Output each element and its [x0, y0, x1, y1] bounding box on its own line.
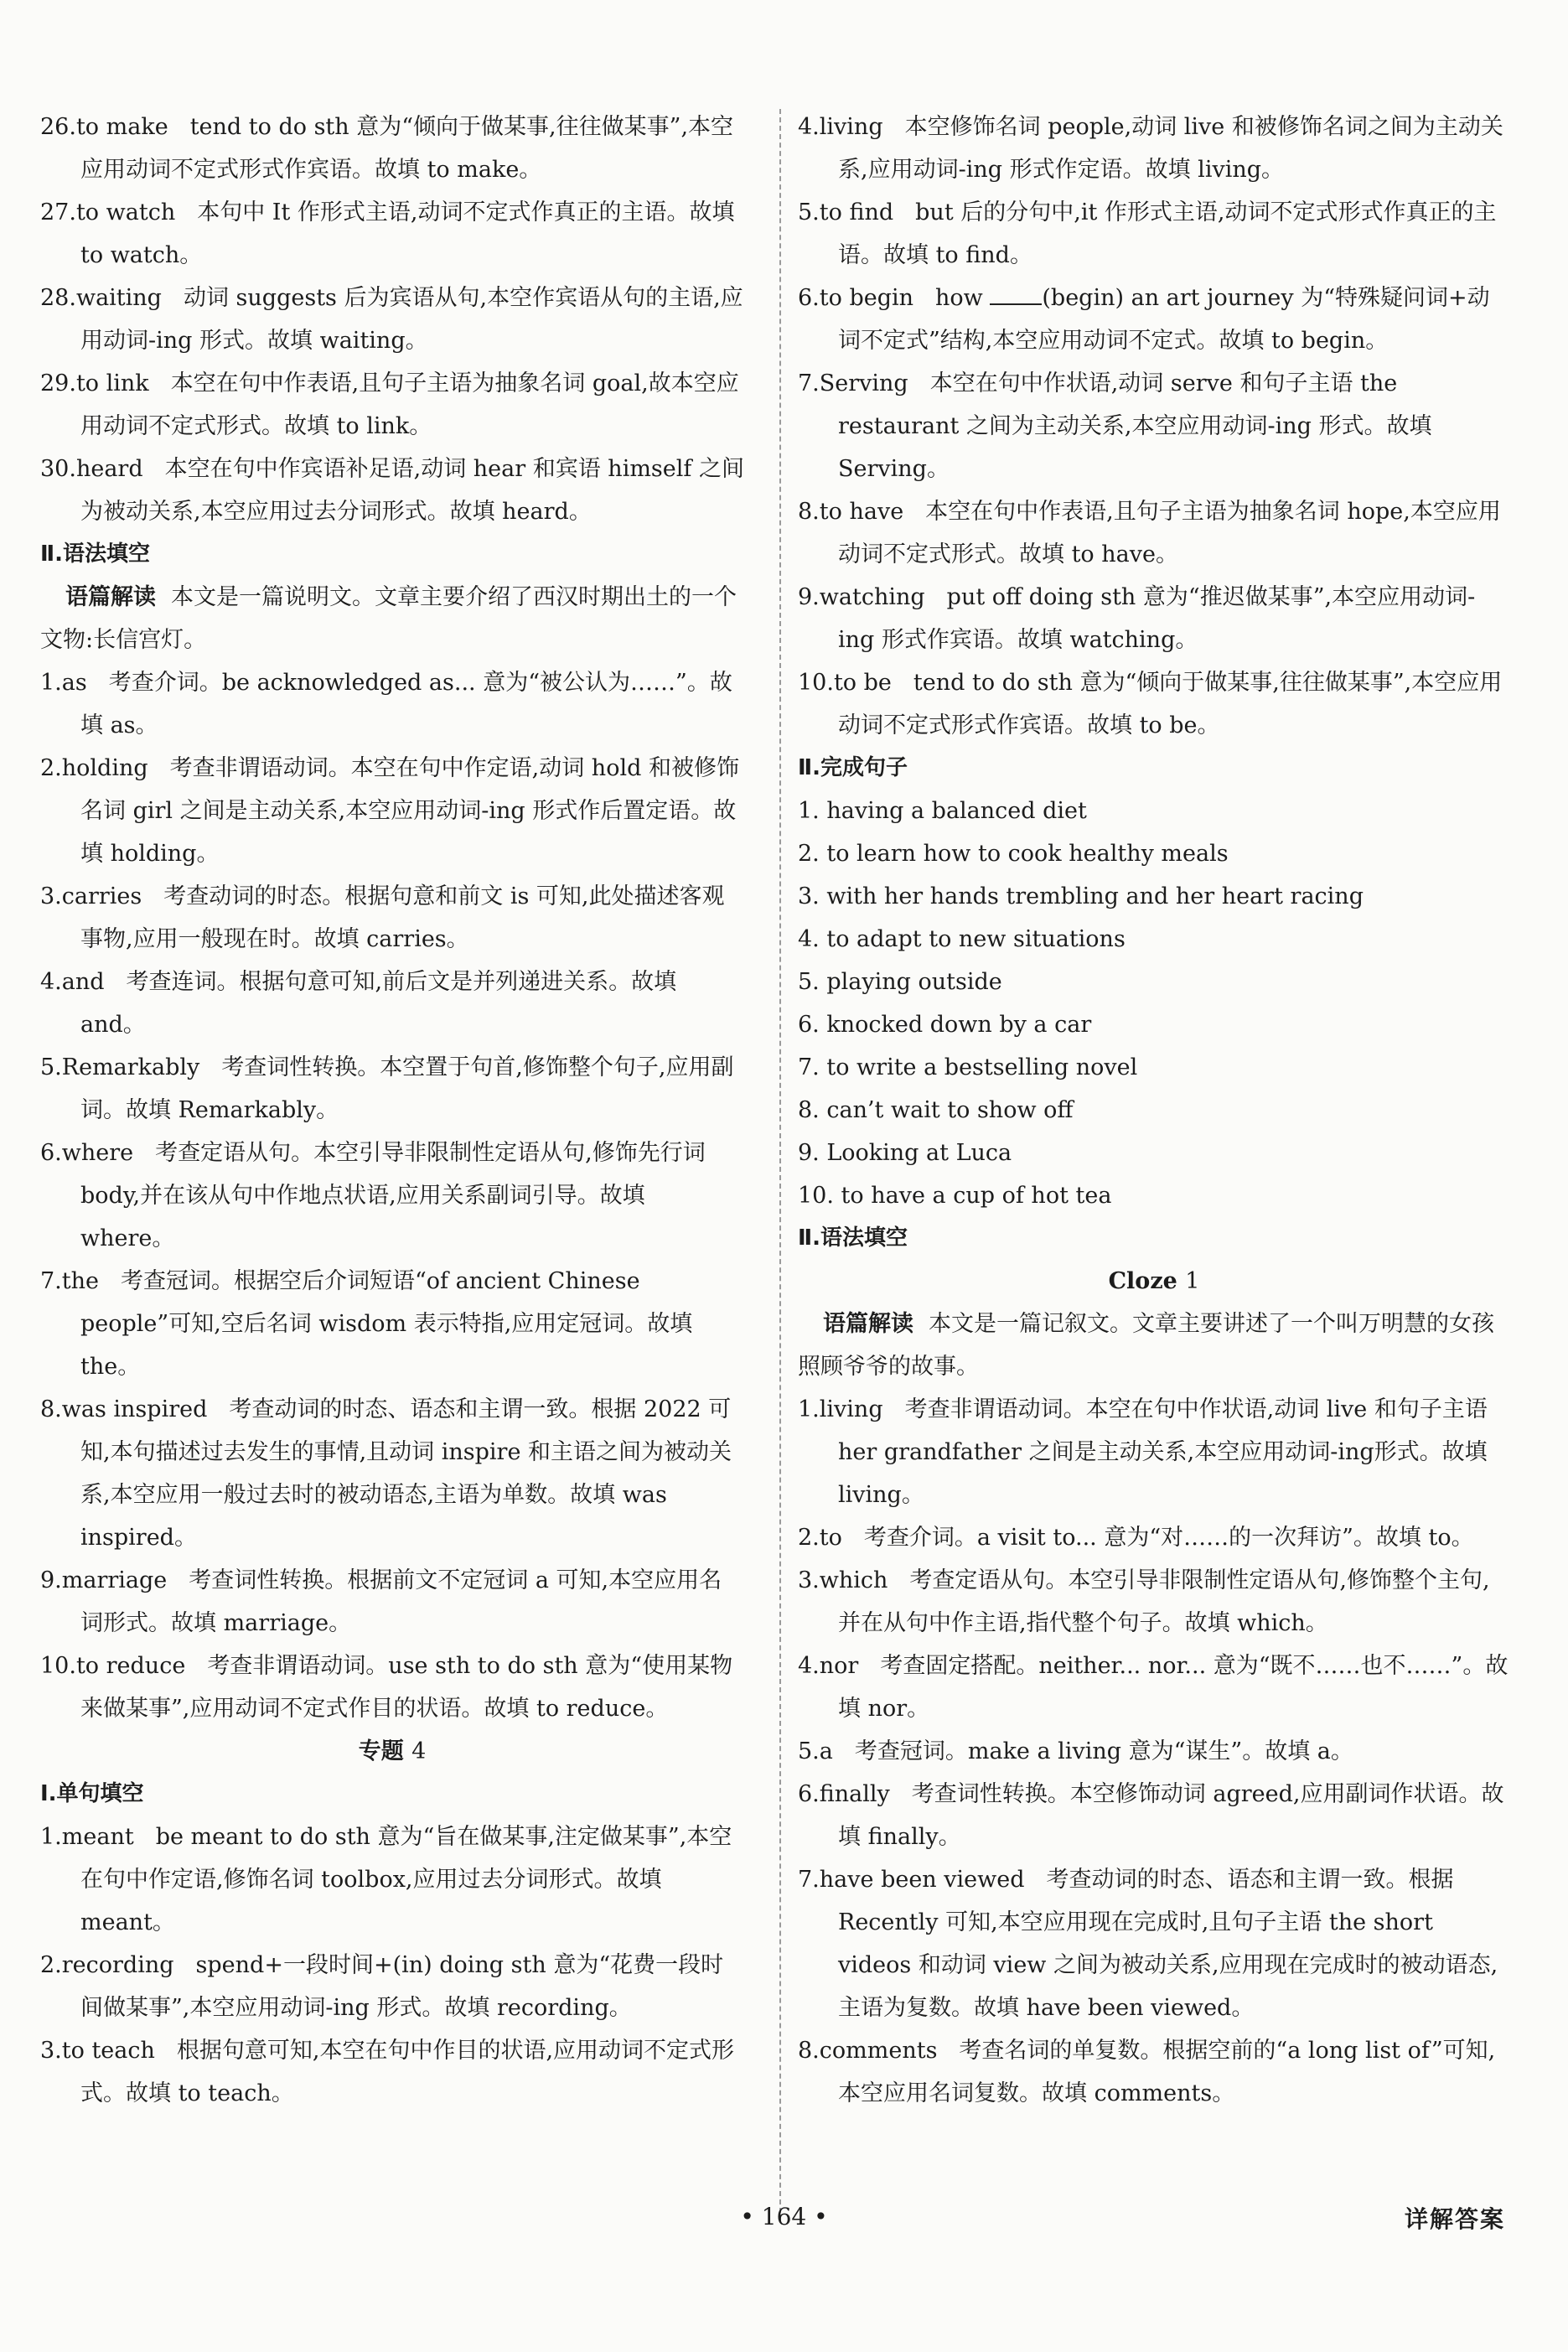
section-heading-complete-sentences: Ⅱ.完成句子	[798, 755, 908, 780]
item-number: 6.	[798, 1781, 820, 1807]
item-answer: to find	[819, 199, 894, 225]
item-answer: have been viewed	[819, 1867, 1025, 1893]
item-number: 7.	[798, 370, 820, 396]
answer-item	[40, 1046, 744, 1132]
answer-item	[798, 1388, 1510, 1516]
item-explanation: 本句中 It 作形式主语,动词不定式作真正的主语。故填 to watch。	[80, 199, 735, 268]
item-number: 6.	[798, 285, 820, 311]
answer-item	[40, 1260, 744, 1388]
answer-item	[40, 661, 744, 747]
item-number: 30.	[40, 456, 76, 482]
item-answer: to reduce	[75, 1653, 186, 1679]
item-explanation: 本空修饰名词 people,动词 live 和被修饰名词之间为主动关系,应用动词-ing 形式作定语。故填 living。	[838, 114, 1503, 183]
item-explanation: 考查词性转换。根据前文不定冠词 a 可知,本空应用名词形式。故填 marriage。	[80, 1567, 722, 1636]
sentence-number: 10.	[798, 1183, 834, 1209]
sentence-item	[798, 1089, 1510, 1132]
passage-analysis-label: 语篇解读	[65, 584, 156, 610]
item-number: 27.	[40, 199, 76, 225]
item-explanation: 考查动词的时态、语态和主谓一致。根据 2022 可知,本句描述过去发生的事情,且动词 inspire 和主语之间为被动关系,本空应用一般过去时的被动语态,主语为单数。故填 was inspired。	[80, 1396, 732, 1551]
item-explanation: 本空在句中作表语,且句子主语为抽象名词 goal,故本空应用动词不定式形式。故填 to link。	[80, 370, 739, 439]
sentence-number: 2.	[798, 841, 820, 867]
section-heading-single-fill: Ⅰ.单句填空	[40, 1781, 144, 1806]
sentence-text: to learn how to cook healthy meals	[826, 841, 1229, 867]
sentence-item	[798, 1132, 1510, 1174]
sentence-text: can’t wait to show off	[826, 1097, 1074, 1123]
item-explanation: 本空在句中作状语,动词 serve 和句子主语 the restaurant 之间为主动关系,本空应用动词-ing 形式。故填 Serving。	[838, 370, 1432, 482]
sentence-text: playing outside	[826, 969, 1002, 995]
item-number: 1.	[40, 1824, 62, 1850]
item-number: 1.	[798, 1396, 820, 1422]
sentence-text: knocked down by a car	[826, 1012, 1092, 1038]
answer-item	[40, 106, 744, 191]
footer-label: 详解答案	[1404, 2205, 1505, 2233]
item-answer: as	[61, 670, 87, 696]
answer-item	[798, 1559, 1510, 1645]
item-explanation: tend to do sth 意为“倾向于做某事,往往做某事”,本空应用动词不定式形式作宾语。故填 to be。	[838, 670, 1503, 738]
item-number: 10.	[40, 1653, 76, 1679]
item-explanation: tend to do sth 意为“倾向于做某事,往往做某事”,本空应用动词不定式形式作宾语。故填 to make。	[80, 114, 734, 183]
item-number: 3.	[40, 883, 62, 909]
item-answer: living	[819, 1396, 883, 1422]
sentence-number: 9.	[798, 1140, 820, 1166]
item-explanation: 本空在句中作宾语补足语,动词 hear 和宾语 himself 之间为被动关系,本空应用过去分词形式。故填 heard。	[80, 456, 744, 525]
topic-title-text: 专题	[358, 1738, 404, 1764]
blank-line	[990, 285, 1042, 305]
left-answers-26-30	[40, 106, 744, 533]
item-explanation: 根据句意可知,本空在句中作目的状语,应用动词不定式形式。故填 to teach。	[80, 2038, 735, 2106]
answer-item	[40, 1816, 744, 1944]
right-answers-4-10	[798, 106, 1510, 747]
right-column	[798, 106, 1510, 2115]
item-number: 7.	[798, 1867, 820, 1893]
item-explanation: 考查动词的时态。根据句意和前文 is 可知,此处描述客观事物,应用一般现在时。故填 carries。	[80, 883, 725, 952]
item-answer: recording	[61, 1952, 174, 1978]
item-explanation: 考查介词。a visit to... 意为“对……的一次拜访”。故填 to。	[863, 1525, 1474, 1551]
item-number: 8.	[798, 2038, 820, 2064]
item-explanation: 考查连词。根据句意可知,前后文是并列递进关系。故填 and。	[80, 969, 677, 1038]
item-number: 2.	[40, 1952, 62, 1978]
topic-number: 4	[411, 1738, 427, 1764]
item-explanation: 考查非谓语动词。use sth to do sth 意为“使用某物来做某事”,应用动词不定式作目的状语。故填 to reduce。	[80, 1653, 733, 1722]
item-answer: to begin	[819, 285, 914, 311]
item-explanation: 考查定语从句。本空引导非限制性定语从句,修饰整个主句,并在从句中作主语,指代整个句子。故填 which。	[838, 1567, 1490, 1636]
item-explanation: 考查名词的单复数。根据空前的“a long list of”可知,本空应用名词复数。故填 comments。	[838, 2038, 1496, 2106]
item-number: 29.	[40, 370, 76, 396]
answer-item	[40, 448, 744, 533]
sentence-item	[798, 961, 1510, 1003]
item-answer: to link	[75, 370, 149, 396]
answer-item	[798, 490, 1510, 576]
answer-item	[798, 277, 1510, 362]
cloze-number: 1	[1185, 1268, 1200, 1294]
item-explanation: 考查词性转换。本空修饰动词 agreed,应用副词作状语。故填 finally。	[838, 1781, 1504, 1850]
item-answer: was inspired	[61, 1396, 208, 1422]
item-answer: Remarkably	[61, 1054, 200, 1080]
sentence-text: to adapt to new situations	[826, 926, 1126, 952]
sentence-text: having a balanced diet	[826, 798, 1087, 824]
item-answer: to make	[75, 114, 168, 140]
item-number: 28.	[40, 285, 76, 311]
item-number: 8.	[798, 499, 820, 525]
answer-item	[798, 1858, 1510, 2029]
passage-analysis	[40, 576, 744, 661]
answer-item	[798, 2029, 1510, 2115]
sentence-text: to have a cup of hot tea	[841, 1183, 1112, 1209]
sentence-number: 8.	[798, 1097, 820, 1123]
passage-analysis	[798, 1303, 1510, 1388]
item-answer: marriage	[61, 1567, 168, 1593]
item-explanation: 考查冠词。根据空后介词短语“of ancient Chinese people”可知,空后名词 wisdom 表示特指,应用定冠词。故填 the。	[80, 1268, 693, 1380]
item-number: 4.	[798, 114, 820, 140]
answer-item	[40, 875, 744, 961]
sentence-number: 4.	[798, 926, 820, 952]
item-number: 9.	[40, 1567, 62, 1593]
item-explanation: spend+一段时间+(in) doing sth 意为“花费一段时间做某事”,本空应用动词-ing 形式。故填 recording。	[80, 1952, 724, 2021]
item-number: 4.	[798, 1653, 820, 1679]
item-number: 5.	[798, 199, 820, 225]
answer-item	[40, 191, 744, 277]
sentence-number: 3.	[798, 883, 820, 909]
answer-item	[40, 277, 744, 362]
item-explanation: but 后的分句中,it 作形式主语,动词不定式形式作真正的主语。故填 to find。	[838, 199, 1497, 268]
passage-analysis-label: 语篇解读	[823, 1311, 913, 1337]
item-explanation: 考查非谓语动词。本空在句中作定语,动词 hold 和被修饰名词 girl 之间是主动关系,本空应用动词-ing 形式作后置定语。故填 holding。	[80, 755, 739, 867]
passage-analysis-text: 本文是一篇记叙文。文章主要讲述了一个叫万明慧的女孩照顾爷爷的故事。	[798, 1311, 1494, 1380]
sentence-item	[798, 1003, 1510, 1046]
item-answer: to have	[819, 499, 904, 525]
item-explanation: 考查固定搭配。neither... nor... 意为“既不……也不……”。故填 nor。	[838, 1653, 1508, 1722]
item-number: 3.	[40, 2038, 62, 2064]
item-answer: watching	[819, 584, 925, 610]
answer-item	[798, 1645, 1510, 1730]
item-answer: to be	[833, 670, 892, 696]
item-answer: to watch	[75, 199, 176, 225]
item-answer: which	[819, 1567, 888, 1593]
answer-item	[40, 1944, 744, 2029]
item-explanation: 考查介词。be acknowledged as... 意为“被公认为……”。故填 as。	[80, 670, 732, 738]
item-explanation: 动词 suggests 后为宾语从句,本空作宾语从句的主语,应用动词-ing 形式。故填 waiting。	[80, 285, 743, 354]
left-column	[40, 106, 744, 2115]
item-number: 9.	[798, 584, 820, 610]
sentence-item	[798, 832, 1510, 875]
sentence-item	[798, 1174, 1510, 1217]
item-number: 3.	[798, 1567, 820, 1593]
item-answer: living	[819, 114, 883, 140]
item-number: 26.	[40, 114, 76, 140]
answer-item	[798, 576, 1510, 661]
item-answer: meant	[61, 1824, 134, 1850]
item-number: 8.	[40, 1396, 62, 1422]
item-answer: holding	[61, 755, 148, 781]
item-answer: Serving	[819, 370, 908, 396]
item-answer: to	[819, 1525, 842, 1551]
sentence-text: Looking at Luca	[826, 1140, 1012, 1166]
page-number: • 164 •	[740, 2203, 828, 2230]
answer-item	[798, 661, 1510, 747]
passage-analysis-text: 本文是一篇说明文。文章主要介绍了西汉时期出土的一个文物:长信宫灯。	[40, 584, 737, 653]
item-explanation: 考查冠词。make a living 意为“谋生”。故填 a。	[854, 1738, 1353, 1764]
answer-item	[40, 1388, 744, 1559]
item-number: 5.	[40, 1054, 62, 1080]
answer-item	[798, 1730, 1510, 1773]
sentence-number: 1.	[798, 798, 820, 824]
item-number: 7.	[40, 1268, 62, 1294]
answer-item	[40, 1559, 744, 1645]
answer-item	[40, 362, 744, 448]
item-answer: carries	[61, 883, 142, 909]
section-heading-grammar-fill: Ⅱ.语法填空	[798, 1225, 908, 1251]
item-answer: a	[819, 1738, 833, 1764]
item-explanation-post: (begin) an art journey 为“特殊疑问词+动词不定式”结构,本空应用动词不定式。故填 to begin。	[838, 285, 1490, 354]
item-answer: finally	[819, 1781, 890, 1807]
item-explanation: 考查非谓语动词。本空在句中作状语,动词 live 和句子主语 her grandfather 之间是主动关系,本空应用动词-ing形式。故填 living。	[838, 1396, 1488, 1508]
left-single-answers	[40, 1816, 744, 2115]
item-answer: and	[61, 969, 105, 995]
answer-item	[40, 2029, 744, 2115]
item-answer: the	[61, 1268, 99, 1294]
item-number: 5.	[798, 1738, 820, 1764]
answer-item	[40, 961, 744, 1046]
sentence-text: with her hands trembling and her heart racing	[826, 883, 1364, 909]
item-number: 2.	[798, 1525, 820, 1551]
answer-item	[798, 106, 1510, 191]
item-explanation-pre: how	[935, 285, 983, 311]
answer-item	[798, 191, 1510, 277]
item-explanation: 考查定语从句。本空引导非限制性定语从句,修饰先行词 body,并在该从句中作地点状语,应用关系副词引导。故填 where。	[80, 1140, 706, 1251]
section-heading-grammar-fill: Ⅱ.语法填空	[40, 541, 151, 567]
item-explanation: be meant to do sth 意为“旨在做某事,注定做某事”,本空在句中作定语,修饰名词 toolbox,应用过去分词形式。故填 meant。	[80, 1824, 732, 1935]
right-cloze-answers	[798, 1388, 1510, 2115]
cloze-title-text: Cloze	[1108, 1268, 1177, 1294]
item-number: 1.	[40, 670, 62, 696]
topic-title	[40, 1730, 744, 1773]
sentence-number: 7.	[798, 1054, 820, 1080]
sentence-answers	[798, 790, 1510, 1217]
column-divider	[779, 109, 781, 2221]
answer-item	[798, 362, 1510, 490]
cloze-title	[798, 1260, 1510, 1303]
item-answer: to teach	[61, 2038, 155, 2064]
item-answer: heard	[75, 456, 143, 482]
item-number: 2.	[40, 755, 62, 781]
answer-item	[798, 1516, 1510, 1559]
item-explanation: 本空在句中作表语,且句子主语为抽象名词 hope,本空应用动词不定式形式。故填 to have。	[838, 499, 1501, 567]
sentence-item	[798, 1046, 1510, 1089]
sentence-item	[798, 918, 1510, 961]
item-number: 4.	[40, 969, 62, 995]
item-number: 10.	[798, 670, 834, 696]
answer-item	[798, 1773, 1510, 1858]
item-answer: where	[61, 1140, 134, 1166]
answer-item	[40, 1132, 744, 1260]
item-number: 6.	[40, 1140, 62, 1166]
answer-item	[40, 1645, 744, 1730]
answer-item	[40, 747, 744, 875]
sentence-item	[798, 790, 1510, 832]
sentence-number: 6.	[798, 1012, 820, 1038]
item-answer: comments	[819, 2038, 938, 2064]
sentence-text: to write a bestselling novel	[826, 1054, 1138, 1080]
item-explanation: 考查词性转换。本空置于句首,修饰整个句子,应用副词。故填 Remarkably。	[80, 1054, 734, 1123]
sentence-item	[798, 875, 1510, 918]
sentence-number: 5.	[798, 969, 820, 995]
item-answer: waiting	[75, 285, 162, 311]
left-grammar-answers	[40, 661, 744, 1730]
item-explanation: put off doing sth 意为“推迟做某事”,本空应用动词-ing 形式作宾语。故填 watching。	[838, 584, 1476, 653]
item-answer: nor	[819, 1653, 859, 1679]
item-explanation: 考查动词的时态、语态和主谓一致。根据 Recently 可知,本空应用现在完成时,且句子主语 the short videos 和动词 view 之间为被动关系,应用现在完成时的被动语态,主语为复数。故填 have been viewed。	[838, 1867, 1498, 2021]
